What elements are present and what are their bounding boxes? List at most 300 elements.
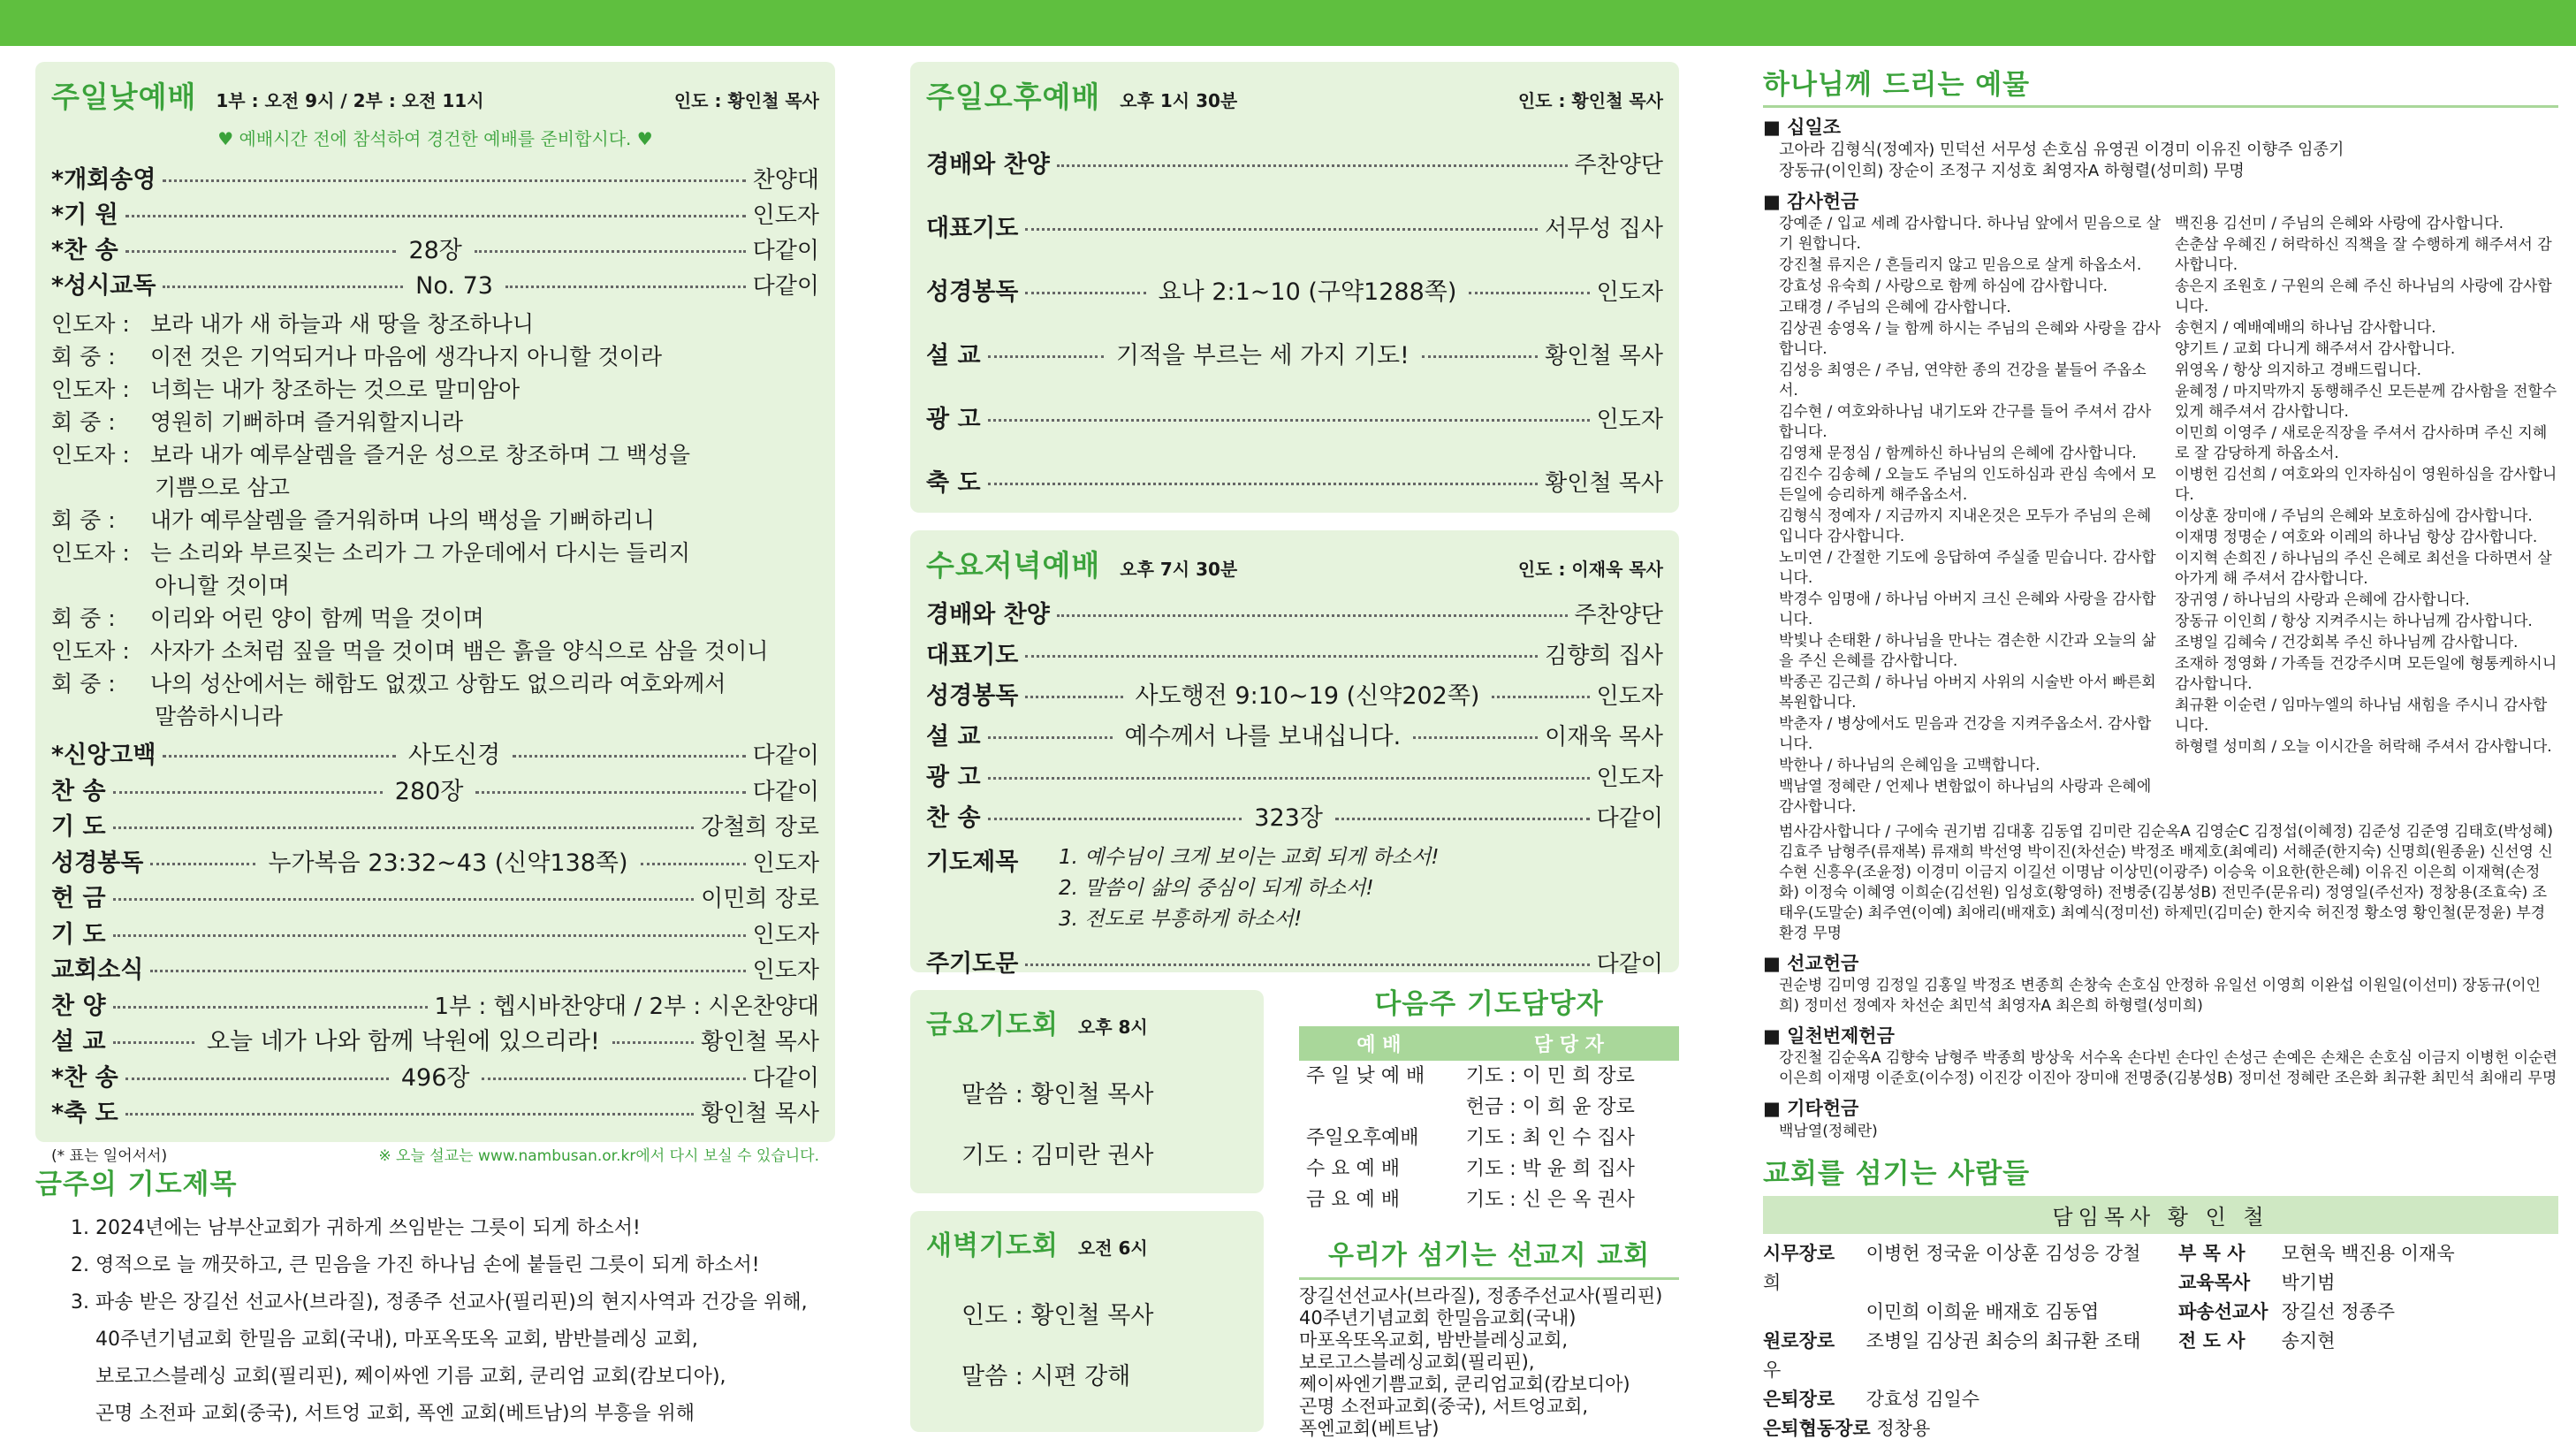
duty-row <box>1299 1092 1679 1123</box>
order-value: 이재욱 목사 <box>1545 724 1663 750</box>
prayer-topic: 곤명 소전파 교회(중국), 서트엉 교회, 폭엔 교회(베트남)의 부흥을 위해 <box>71 1403 695 1425</box>
reading-speaker: 회 중 : <box>51 671 116 697</box>
afternoon-leader: 인도 : 황인철 목사 <box>1517 90 1663 111</box>
thanks-entry: 박빛나 손태환 / 하나님을 만나는 겸손한 시간과 오늘의 삶을 주신 은혜를 감사합니다. <box>1779 632 2156 670</box>
order-label: 성경봉독 <box>926 278 1019 306</box>
order-value: 김향희 집사 <box>1545 643 1663 669</box>
thanks-entry: 노미연 / 간절한 기도에 응답하여 주실줄 믿습니다. 감사합니다. <box>1779 549 2156 587</box>
order-value: 주찬양단 <box>1574 602 1663 628</box>
order-row <box>926 324 1663 388</box>
wednesday-prayer-item: 1. 예수님이 크게 보이는 교회 되게 하소서! <box>1059 846 1440 869</box>
staff-role: 은퇴장로 <box>1763 1389 1835 1410</box>
staff-row <box>2178 1268 2558 1298</box>
staff-row <box>1763 1385 2143 1414</box>
afternoon-time: 오후 1시 30분 <box>1120 90 1238 111</box>
order-value: 황인철 목사 <box>701 1100 819 1127</box>
order-detail: 사도신경 <box>407 742 501 769</box>
reading-text: 너희는 내가 창조하는 것으로 말미암아 <box>150 377 521 402</box>
order-label: *축 도 <box>51 1100 118 1127</box>
reading-text: 내가 예루살렘을 즐거워하며 나의 백성을 기뻐하리니 <box>150 507 656 533</box>
order-detail: 28장 <box>408 237 462 264</box>
order-row <box>926 595 1663 636</box>
order-row <box>51 1096 819 1132</box>
leader-dots <box>125 250 397 253</box>
dawn-lead: 인도 : 황인철 목사 <box>961 1302 1154 1329</box>
mission-heading: ■ 선교헌금 <box>1763 953 1859 974</box>
leader-dots <box>113 898 695 901</box>
morning-time: 1부 : 오전 9시 / 2부 : 오전 11시 <box>216 90 484 111</box>
order-value: 인도자 <box>1596 407 1663 433</box>
order-label: 찬 양 <box>51 992 106 1020</box>
order-label: *성시교독 <box>51 272 156 300</box>
order-label: 설 교 <box>926 723 981 750</box>
wednesday-service-panel <box>910 530 1679 978</box>
lords-prayer-value: 다같이 <box>1596 951 1663 978</box>
reading-speaker: 인도자 : <box>51 540 130 566</box>
duty-row <box>1299 1154 1679 1184</box>
order-row <box>51 269 819 304</box>
order-label: 광 고 <box>926 406 981 433</box>
mission-church: 장길선선교사(브라질), 정종주선교사(필리핀) <box>1299 1285 1663 1306</box>
leader-dots <box>641 863 746 865</box>
mission-church: 곤명 소전파교회(중국), 서트엉교회, <box>1299 1396 1589 1417</box>
wednesday-time: 오후 7시 30분 <box>1120 559 1238 580</box>
leader-dots <box>1025 963 1589 966</box>
mission-list: 권순병 김미영 김정일 김홍일 박정조 변종희 손창숙 손호심 안정하 유일선 이영희 이완섭 이원일(이선미) 장동규(이인희) 정미선 정예자 차선순 최민석 최영자A 최은희 하형렬(성미희) <box>1779 977 2541 1015</box>
leader-dots <box>988 419 1590 422</box>
order-value: 다같이 <box>1596 805 1663 832</box>
order-label: 찬 송 <box>51 777 106 805</box>
leader-dots <box>482 1078 745 1080</box>
thanks-entry: 윤혜정 / 마지막까지 동행해주신 모든분께 감사함을 전할수 있게 해주셔서 감사합니다. <box>2175 383 2557 421</box>
order-row <box>926 676 1663 717</box>
order-detail: 오늘 네가 나와 함께 낙원에 있으리라! <box>206 1028 600 1055</box>
mission-church: 40주년기념교회 한밀음교회(국내) <box>1299 1307 1577 1329</box>
duty-head-person: 담 당 자 <box>1459 1026 1679 1061</box>
leader-dots <box>113 1041 194 1044</box>
order-label: 대표기도 <box>926 642 1019 669</box>
staff-row <box>2178 1298 2558 1327</box>
thanks-entry: 박한나 / 하나님의 은혜임을 고백합니다. <box>1779 757 2040 774</box>
staff-role: 파송선교사 <box>2178 1301 2268 1322</box>
thanks-entry: 김진수 김송혜 / 오늘도 주님의 인도하심과 관심 속에서 모든일에 승리하게 해주옵소서. <box>1779 466 2156 504</box>
reading-speaker: 회 중 : <box>51 507 116 533</box>
order-label: 광 고 <box>926 764 981 791</box>
order-value: 인도자 <box>752 849 820 877</box>
order-label: 경배와 찬양 <box>926 601 1050 628</box>
thanks-entry: 백진용 김선미 / 주님의 은혜와 사랑에 감사합니다. <box>2175 215 2504 232</box>
thanks-list <box>1763 214 2558 819</box>
missions-title: 우리가 섬기는 선교지 교회 <box>1299 1233 1679 1280</box>
order-value: 이민희 장로 <box>701 886 819 912</box>
duty-service: 수 요 예 배 <box>1306 1158 1400 1180</box>
duty-person: 기도 : 신 은 옥 권사 <box>1465 1189 1635 1211</box>
offerings-title: 하나님께 드리는 예물 <box>1763 62 2558 108</box>
leader-dots <box>988 483 1539 485</box>
reading-continuation: 기쁨으로 삼고 <box>155 475 290 500</box>
morning-items-top <box>51 163 819 304</box>
leader-dots <box>1492 696 1589 698</box>
duty-title: 다음주 기도담당자 <box>1374 988 1604 1020</box>
duty-person: 헌금 : 이 희 윤 장로 <box>1465 1096 1635 1118</box>
thanks-heading: ■ 감사헌금 <box>1763 191 1859 212</box>
order-value: 인도자 <box>752 957 819 984</box>
column-right <box>1763 62 2558 1443</box>
order-label: 성경봉독 <box>51 849 144 877</box>
reading-speaker: 회 중 : <box>51 409 116 435</box>
reading-speaker: 회 중 : <box>51 605 116 631</box>
leader-dots <box>1025 228 1538 231</box>
reading-text: 사자가 소처럼 짚을 먹을 것이며 뱀은 흙을 양식으로 삼을 것이니 <box>150 638 769 664</box>
thanks-entry: 이재명 정명순 / 여호와 이레의 하나님 항상 감사합니다. <box>2175 529 2538 546</box>
staff-names: 송지현 <box>2276 1330 2336 1352</box>
order-value: 1부 : 헵시바찬양대 / 2부 : 시온찬양대 <box>434 993 819 1020</box>
order-row <box>926 197 1663 261</box>
leader-dots <box>612 1041 694 1044</box>
order-value: 주찬양단 <box>1574 152 1663 179</box>
morning-service-panel <box>35 62 835 1165</box>
reading-line <box>51 308 819 340</box>
tithe-heading: ■ 십일조 <box>1763 117 1842 138</box>
leader-dots <box>1335 818 1590 820</box>
leader-dots <box>475 791 745 794</box>
thanks-entry: 장귀영 / 하나님의 사랑과 은혜에 감사합니다. <box>2175 591 2470 609</box>
staff-row <box>1763 1298 2143 1327</box>
order-detail: No. 73 <box>415 272 493 300</box>
staff-names: 정창용 <box>1870 1418 1931 1439</box>
order-row <box>51 846 819 882</box>
column-middle <box>910 62 1679 1439</box>
thanks-entry: 고태경 / 주님의 은혜에 감사합니다. <box>1779 299 2011 316</box>
morning-notice: ♥ 예배시간 전에 참석하여 경건한 예배를 준비합시다. ♥ <box>217 128 653 149</box>
staff-role: 시무장로 <box>1763 1243 1835 1264</box>
leader-dots <box>163 179 745 182</box>
other-heading: ■ 기타헌금 <box>1763 1098 1859 1119</box>
reading-continuation: 말씀하시니라 <box>155 704 283 729</box>
reading-text: 보라 내가 새 하늘과 새 땅을 창조하나니 <box>150 311 535 337</box>
thanks-entry: 백남열 정혜란 / 언제나 변함없이 하나님의 사랑과 은혜에 감사합니다. <box>1779 778 2152 816</box>
prayer-topics-section <box>35 1161 835 1433</box>
afternoon-items <box>926 133 1663 515</box>
leader-dots <box>1025 696 1122 698</box>
building-heading: ■ 일천번제헌금 <box>1763 1025 1895 1047</box>
afternoon-header <box>926 74 1663 116</box>
mission-church: 보로고스블레싱교회(필리핀), <box>1299 1352 1535 1373</box>
staff-role: 교육목사 <box>2178 1272 2251 1293</box>
order-row <box>51 810 819 846</box>
duty-person: 기도 : 박 윤 희 집사 <box>1465 1158 1635 1180</box>
dawn-prayer-panel <box>910 1211 1264 1432</box>
reading-line <box>51 667 819 700</box>
leader-dots <box>1422 355 1538 358</box>
order-label: 대표기도 <box>926 215 1019 242</box>
order-value: 인도자 <box>1596 765 1663 791</box>
thanks-left-column <box>1779 214 2162 819</box>
tithe-list <box>1763 140 2558 182</box>
prayer-topic: 40주년기념교회 한밀음 교회(국내), 마포옥또옥 교회, 밤반블레싱 교회, <box>71 1329 698 1351</box>
order-value: 다같이 <box>752 238 819 264</box>
reading-speaker: 인도자 : <box>51 442 130 468</box>
thanks-entry: 장동규 이인희 / 항상 지켜주시는 하나님께 감사합니다. <box>2175 613 2533 630</box>
reading-line <box>51 406 819 438</box>
order-value: 서무성 집사 <box>1545 216 1663 242</box>
order-detail: 예수께서 나를 보내십니다. <box>1124 723 1402 750</box>
leader-dots <box>988 818 1242 820</box>
leader-dots <box>1057 614 1568 617</box>
friday-pray: 기도 : 김미란 권사 <box>961 1142 1154 1169</box>
morning-items-bottom <box>51 738 819 1132</box>
order-row <box>926 388 1663 452</box>
thanks-entry: 송은지 조원호 / 구원의 은혜 주신 하나님의 사랑에 감사합니다. <box>2175 278 2552 316</box>
prayer-topic: 1. 2024년에는 남부산교회가 귀하게 쓰임받는 그릇이 되게 하소서! <box>71 1217 641 1239</box>
staff-names: 모현욱 백진용 이재욱 <box>2276 1243 2455 1264</box>
order-row <box>926 133 1663 197</box>
prayer-topics-title: 금주의 기도제목 <box>35 1169 238 1200</box>
order-value: 찬양대 <box>752 167 819 194</box>
reading-text: 이리와 어린 양이 함께 먹을 것이며 <box>150 605 484 631</box>
leader-dots <box>163 755 395 758</box>
staff-section <box>1763 1151 2558 1443</box>
order-row <box>926 717 1663 758</box>
staff-right <box>2143 1239 2558 1443</box>
staff-title: 교회를 섬기는 사람들 <box>1763 1158 2031 1190</box>
leader-dots <box>150 970 745 972</box>
reading-line <box>51 602 819 635</box>
leader-dots <box>1057 164 1568 167</box>
order-row <box>51 1061 819 1097</box>
leader-dots <box>113 1006 428 1009</box>
friday-title: 금요기도회 <box>926 1009 1059 1040</box>
thanks-entry: 송현지 / 예배예배의 하나님 감사합니다. <box>2175 319 2436 337</box>
order-value: 인도자 <box>752 921 819 948</box>
column-left <box>35 62 835 1433</box>
duty-row <box>1299 1123 1679 1154</box>
order-row <box>926 758 1663 798</box>
reading-line <box>51 438 819 471</box>
thanks-entry: 박춘자 / 병상에서도 믿음과 건강을 지켜주옵소서. 감사합니다. <box>1779 715 2152 753</box>
order-value: 인도자 <box>1596 279 1664 306</box>
staff-names: 박기범 <box>2276 1272 2336 1293</box>
order-detail: 누가복음 23:32~43 (신약138쪽) <box>268 849 628 877</box>
leader-dots <box>150 863 255 865</box>
wednesday-header <box>926 543 1663 584</box>
tithe-line: 고아라 김형식(정예자) 민덕선 서무성 손호심 유영권 이경미 이유진 이향주 임종기 <box>1779 141 2344 159</box>
thanks-entry: 이병헌 김선희 / 여호와의 인자하심이 영원하심을 감사합니다. <box>2175 466 2557 504</box>
dawn-time: 오전 6시 <box>1077 1238 1148 1259</box>
reading-text: 나의 성산에서는 해함도 없겠고 상함도 없으리라 여호와께서 <box>150 671 726 697</box>
thanks-entry: 이지혁 손희진 / 하나님의 주신 은혜로 최선을 다하면서 살아가게 해 주셔서 감사합니다. <box>2175 550 2552 588</box>
wednesday-prayer-item: 3. 전도로 부흥하게 하소서! <box>1059 908 1303 931</box>
prayer-topic: 보로고스블레싱 교회(필리핀), 쩨이싸엔 기름 교회, 쿤리엄 교회(캄보디아), <box>71 1366 726 1388</box>
order-row <box>926 636 1663 676</box>
mission-church: 폭엔교회(베트남) <box>1299 1418 1440 1439</box>
order-value: 황인철 목사 <box>1545 470 1663 497</box>
order-detail: 사도행전 9:10~19 (신약202쪽) <box>1135 682 1480 710</box>
wednesday-items <box>926 595 1663 839</box>
staff-role: 부 목 사 <box>2178 1243 2245 1264</box>
wednesday-prayer-block <box>926 842 1663 935</box>
afternoon-title: 주일오후예배 <box>926 80 1101 114</box>
other-list: 백남열(정혜란) <box>1779 1123 1878 1140</box>
thanks-right-column <box>2175 214 2558 819</box>
order-label: 찬 송 <box>926 804 981 832</box>
thanks-entry: 김영채 문정심 / 함께하신 하나님의 은혜에 감사합니다. <box>1779 445 2137 462</box>
missions-list <box>1299 1285 1679 1440</box>
afternoon-service-panel <box>910 62 1679 513</box>
order-label: 설 교 <box>926 342 981 369</box>
duty-person: 기도 : 최 인 수 집사 <box>1465 1127 1635 1149</box>
order-label: *찬 송 <box>51 237 118 264</box>
reading-line <box>51 373 819 406</box>
order-label: *기 원 <box>51 202 118 229</box>
reading-line <box>51 340 819 373</box>
lords-prayer-row <box>926 944 1663 979</box>
order-value: 다같이 <box>752 778 819 805</box>
staff-role: 원로장로 <box>1763 1330 1835 1352</box>
general-thanks: 범사감사합니다 / 구에숙 권기범 김대홍 김동엽 김미란 김순옥A 김영순C 김정섭(이혜정) 김준성 김준영 김태호(박성혜) 김효주 남형주(류재복) 류재희 박선영 박이진(차선순) 박정조 배제호(최예리) 서해준(한지숙) 신명희(원종윤) 신선영 신수현 신흥우(조윤정) 이경미 이금지 이길선 이명남 이상민(이광주) 이승욱 이요한(한은혜) 이유진 이은희 이재혁(손정화) 이정숙 이혜영 이희순(김선원) 임성호(황영하) 전병중(김봉성B) 전민주(문유리) 정영일(주선자) 정창용(조효숙) 조태우(도말순) 최주연(이예) 최애리(배재호) 최예식(정미선) 하제민(김미순) 한지숙 허진정 황소영 황인철(문정윤) 부경환경 무명 <box>1779 823 2554 942</box>
prayer-topic: 2. 영적으로 늘 깨끗하고, 큰 믿음을 가진 하나님 손에 붙들린 그릇이 되게 하소서! <box>71 1254 760 1276</box>
leader-dots <box>988 355 1104 358</box>
order-label: 헌 금 <box>51 885 106 912</box>
thanks-entry: 김수현 / 여호와하나님 내기도와 간구를 들어 주셔서 감사합니다. <box>1779 403 2152 441</box>
leader-dots <box>1413 736 1538 739</box>
order-label: 기 도 <box>51 920 106 948</box>
order-row <box>51 989 819 1025</box>
order-label: *개회송영 <box>51 166 156 194</box>
staff-names: 이병헌 정국윤 이상훈 김성응 강철희 <box>1763 1243 2141 1293</box>
dawn-word: 말씀 : 시편 강해 <box>961 1363 1131 1390</box>
wednesday-prayer-label: 기도제목 <box>926 849 1019 876</box>
order-value: 인도자 <box>1596 683 1664 710</box>
thanks-entry: 이상훈 장미애 / 주님의 은혜와 보호하심에 감사합니다. <box>2175 507 2533 525</box>
order-detail: 요나 2:1~10 (구약1288쪽) <box>1158 278 1457 306</box>
order-value: 인도자 <box>752 202 819 229</box>
leader-dots <box>988 736 1113 739</box>
staff-row <box>2178 1239 2558 1268</box>
order-value: 다같이 <box>752 743 820 769</box>
morning-header <box>51 74 819 116</box>
leader-dots <box>1025 655 1538 658</box>
order-label: 성경봉독 <box>926 682 1019 710</box>
order-label: 설 교 <box>51 1028 106 1055</box>
order-detail: 323장 <box>1254 804 1323 832</box>
staff-role: 은퇴협동장로 <box>1763 1418 1871 1439</box>
thanks-entry: 강효성 유숙희 / 사랑으로 함께 하심에 감사합니다. <box>1779 278 2108 295</box>
duty-section <box>1299 981 1679 1440</box>
staff-row <box>2178 1327 2558 1356</box>
staff-row <box>1763 1414 2143 1443</box>
reading-speaker: 인도자 : <box>51 311 130 337</box>
morning-title: 주일낮예배 <box>51 80 197 114</box>
morning-leader: 인도 : 황인철 목사 <box>673 90 819 111</box>
order-row <box>926 798 1663 839</box>
standing-note: (* 표는 일어서서) <box>51 1146 168 1165</box>
duty-table <box>1299 1026 1679 1215</box>
leader-dots <box>125 1113 694 1116</box>
order-value: 강철희 장로 <box>701 814 819 841</box>
missions-section <box>1299 1233 1679 1440</box>
staff-names: 이민희 이희윤 배재호 김동엽 <box>1860 1301 2100 1322</box>
leader-dots <box>163 286 403 288</box>
order-detail: 280장 <box>394 777 464 805</box>
mission-church: 마포옥또옥교회, 밤반블레싱교회, <box>1299 1329 1569 1351</box>
leader-dots <box>1469 292 1589 294</box>
order-row <box>51 1024 819 1061</box>
leader-dots <box>475 250 746 253</box>
order-row <box>51 881 819 918</box>
tithe-line: 장동규(이인희) 장순이 조정구 지성호 최영자A 하형렬(성미희) 무명 <box>1779 162 2245 180</box>
order-label: *찬 송 <box>51 1063 118 1092</box>
sermon-web-note: ※ 오늘 설교는 www.nambusan.or.kr에서 다시 보실 수 있습니다. <box>378 1146 819 1165</box>
thanks-entry: 최규환 이순련 / 임마누엘의 하나님 새힘을 주시니 감사합니다. <box>2175 697 2548 735</box>
wednesday-leader: 인도 : 이재욱 목사 <box>1517 559 1663 580</box>
responsive-reading <box>51 308 819 733</box>
staff-role: 전 도 사 <box>2178 1330 2245 1352</box>
thanks-entry: 조병일 김혜숙 / 건강회복 주신 하나님께 감사합니다. <box>2175 634 2519 651</box>
order-label: 축 도 <box>926 469 981 497</box>
thanks-entry: 이민희 이영주 / 새로운직장을 주셔서 감사하며 주신 지혜로 잘 감당하게 하옵소서. <box>2175 424 2548 462</box>
thanks-entry: 김성응 최영은 / 주님, 연약한 종의 건강을 붙들어 주옵소서. <box>1779 362 2147 400</box>
order-label: 경배와 찬양 <box>926 151 1050 179</box>
order-value: 황인철 목사 <box>1545 343 1663 369</box>
building-list: 강진철 김순옥A 김향숙 남형주 박종희 방상욱 서수옥 손다빈 손다인 손성근 손예은 손채은 손호심 이금지 이병헌 이순련 이은희 이재명 이준호(이수정) 이진강 이진아 장미애 전명중(김봉성B) 정미선 정혜란 조은화 최규환 최민석 최애리 무명 <box>1779 1049 2557 1087</box>
prayer-topics-list <box>35 1210 835 1433</box>
staff-row <box>1763 1327 2143 1385</box>
thanks-entry: 강진철 류지은 / 흔들리지 않고 믿음으로 살게 하옵소서. <box>1779 256 2142 274</box>
reading-line <box>51 504 819 537</box>
dawn-title: 새벽기도회 <box>926 1230 1059 1261</box>
thanks-entry: 하형렬 성미희 / 오늘 이시간을 허락해 주셔서 감사합니다. <box>2175 738 2552 756</box>
duty-service: 주 일 낮 예 배 <box>1306 1065 1425 1087</box>
friday-word: 말씀 : 황인철 목사 <box>961 1081 1154 1108</box>
order-detail: 496장 <box>400 1063 470 1092</box>
duty-service <box>1299 1092 1459 1123</box>
reading-text: 보라 내가 예루살렘을 즐거운 성으로 창조하며 그 백성을 <box>150 442 691 468</box>
staff-left <box>1763 1239 2143 1443</box>
wednesday-prayer-item: 2. 말씀이 삶의 중심이 되게 하소서! <box>1059 877 1374 900</box>
duty-service: 금 요 예 배 <box>1306 1189 1400 1211</box>
staff-names: 강효성 김일수 <box>1860 1389 1980 1410</box>
order-row <box>51 774 819 811</box>
order-row <box>51 918 819 954</box>
thanks-entry: 박종곤 김근희 / 하나님 아버지 사위의 시술반 아서 빠른회복원합니다. <box>1779 674 2156 712</box>
reading-line <box>51 537 819 569</box>
friday-time: 오후 8시 <box>1077 1017 1148 1038</box>
lords-prayer-label: 주기도문 <box>926 950 1019 978</box>
thanks-entry: 위영옥 / 항상 의지하고 경배드립니다. <box>2175 362 2422 379</box>
order-value: 다같이 <box>752 273 820 300</box>
duty-row <box>1299 1061 1679 1092</box>
prayer-topic: 3. 파송 받은 장길선 선교사(브라질), 정종주 선교사(필리핀)의 현지사역과 건강을 위해, <box>71 1291 808 1314</box>
order-row <box>51 738 819 774</box>
leader-dots <box>125 215 746 217</box>
staff-names: 장길선 정종주 <box>2276 1301 2396 1322</box>
reading-speaker: 인도자 : <box>51 377 130 402</box>
order-row <box>51 198 819 233</box>
order-row <box>51 233 819 269</box>
reading-text: 는 소리와 부르짖는 소리가 그 가운데에서 다시는 들리지 <box>150 540 691 566</box>
thanks-entry: 박경수 임명애 / 하나님 아버지 크신 은혜와 사랑을 감사합니다. <box>1779 590 2156 628</box>
order-row <box>926 452 1663 515</box>
duty-head-service: 예 배 <box>1299 1026 1459 1061</box>
friday-prayer-panel <box>910 990 1264 1432</box>
leader-dots <box>505 286 746 288</box>
order-value: 다같이 <box>752 1064 820 1092</box>
reading-speaker: 인도자 : <box>51 638 130 664</box>
order-label: 교회소식 <box>51 956 144 984</box>
duty-row <box>1299 1184 1679 1215</box>
thanks-entry: 조재하 정영화 / 가족들 건강주시며 모든일에 형통케하시니 감사합니다. <box>2175 655 2557 693</box>
